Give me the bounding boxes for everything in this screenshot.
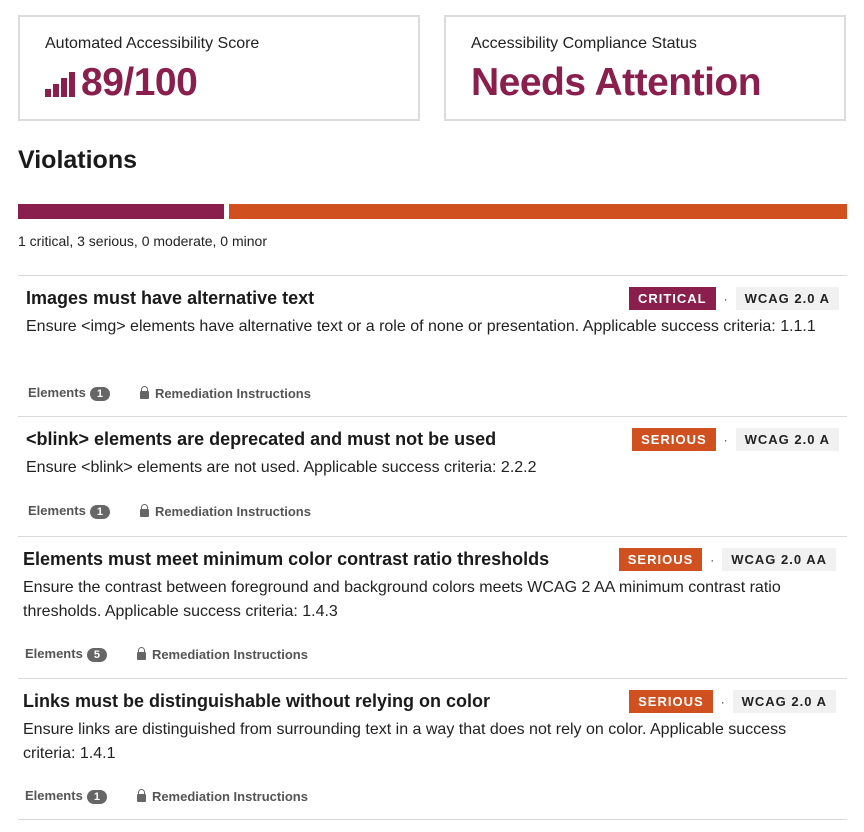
remediation-instructions-link[interactable]: Remediation Instructions — [151, 646, 308, 662]
violations-summary: 1 critical, 3 serious, 0 moderate, 0 minor — [18, 233, 267, 249]
wcag-badge: WCAG 2.0 AA — [722, 548, 836, 571]
elements-count-badge: 5 — [87, 648, 107, 662]
critical-segment — [18, 204, 224, 219]
elements-toggle[interactable] — [25, 788, 107, 804]
tag-separator: · — [723, 432, 728, 447]
tag-separator: · — [723, 291, 728, 306]
violation-tags — [629, 690, 836, 713]
violation-title: <blink> elements are deprecated and must not be used — [26, 429, 497, 449]
violation-tags — [619, 548, 836, 571]
elements-count-badge: 1 — [90, 505, 110, 519]
serious-segment — [229, 204, 847, 219]
tag-separator: · — [720, 694, 725, 709]
elements-label: Elements — [25, 788, 83, 803]
elements-toggle[interactable] — [28, 503, 110, 519]
wcag-badge: WCAG 2.0 A — [736, 428, 839, 451]
remediation-instructions-link[interactable]: Remediation Instructions — [154, 385, 311, 401]
violation-description: Ensure the contrast between foreground and background colors meets WCAG 2 AA minimum contrast ratio thresholds. Applicable success criteria: 1.4.3 — [23, 579, 781, 620]
elements-label: Elements — [28, 385, 86, 400]
violation-description: Ensure <blink> elements are not used. Applicable success criteria: 2.2.2 — [26, 459, 537, 476]
violation-footer — [25, 646, 308, 662]
compliance-status-value: Needs Attention — [471, 61, 762, 104]
violation-item — [18, 275, 847, 416]
wcag-badge: WCAG 2.0 A — [733, 690, 836, 713]
elements-toggle[interactable] — [25, 646, 107, 662]
lock-icon — [140, 391, 149, 399]
wcag-badge: WCAG 2.0 A — [736, 287, 839, 310]
lock-icon — [137, 794, 146, 802]
elements-count-badge: 1 — [87, 790, 107, 804]
violation-item — [18, 416, 847, 536]
violations-severity-bar — [18, 204, 847, 219]
score-value: 89/100 — [81, 61, 198, 104]
lock-icon — [140, 509, 149, 517]
compliance-status-card — [444, 15, 846, 121]
violation-title: Elements must meet minimum color contrast ratio thresholds — [23, 549, 550, 569]
elements-count-badge: 1 — [90, 387, 110, 401]
impact-badge: SERIOUS — [619, 548, 703, 571]
compliance-status-label: Accessibility Compliance Status — [471, 35, 697, 52]
elements-label: Elements — [25, 646, 83, 661]
impact-badge: SERIOUS — [632, 428, 716, 451]
impact-badge: CRITICAL — [629, 287, 716, 310]
violation-tags — [632, 428, 839, 451]
score-value-wrap — [45, 61, 197, 105]
violation-title: Links must be distinguishable without relying on color — [23, 691, 491, 711]
violation-description: Ensure links are distinguished from surrounding text in a way that does not rely on color. Applicable success criteria: 1.4.1 — [23, 721, 787, 762]
remediation-instructions-link[interactable]: Remediation Instructions — [154, 503, 311, 519]
violation-footer — [25, 788, 308, 804]
violation-footer — [28, 385, 311, 401]
violation-description: Ensure <img> elements have alternative text or a role of none or presentation. Applicable success criteria: 1.1.1 — [26, 318, 816, 335]
impact-badge: SERIOUS — [629, 690, 713, 713]
violation-item — [18, 536, 847, 678]
violation-footer — [28, 503, 311, 519]
tag-separator: · — [710, 552, 715, 567]
violation-tags — [629, 287, 839, 310]
violations-heading: Violations — [18, 146, 138, 174]
violation-item — [18, 678, 847, 820]
score-card — [18, 15, 420, 121]
lock-icon — [137, 652, 146, 660]
elements-label: Elements — [28, 503, 86, 518]
violation-title: Images must have alternative text — [26, 288, 315, 308]
bar-chart-icon — [45, 72, 75, 97]
score-label: Automated Accessibility Score — [45, 35, 260, 52]
elements-toggle[interactable] — [28, 385, 110, 401]
remediation-instructions-link[interactable]: Remediation Instructions — [151, 788, 308, 804]
